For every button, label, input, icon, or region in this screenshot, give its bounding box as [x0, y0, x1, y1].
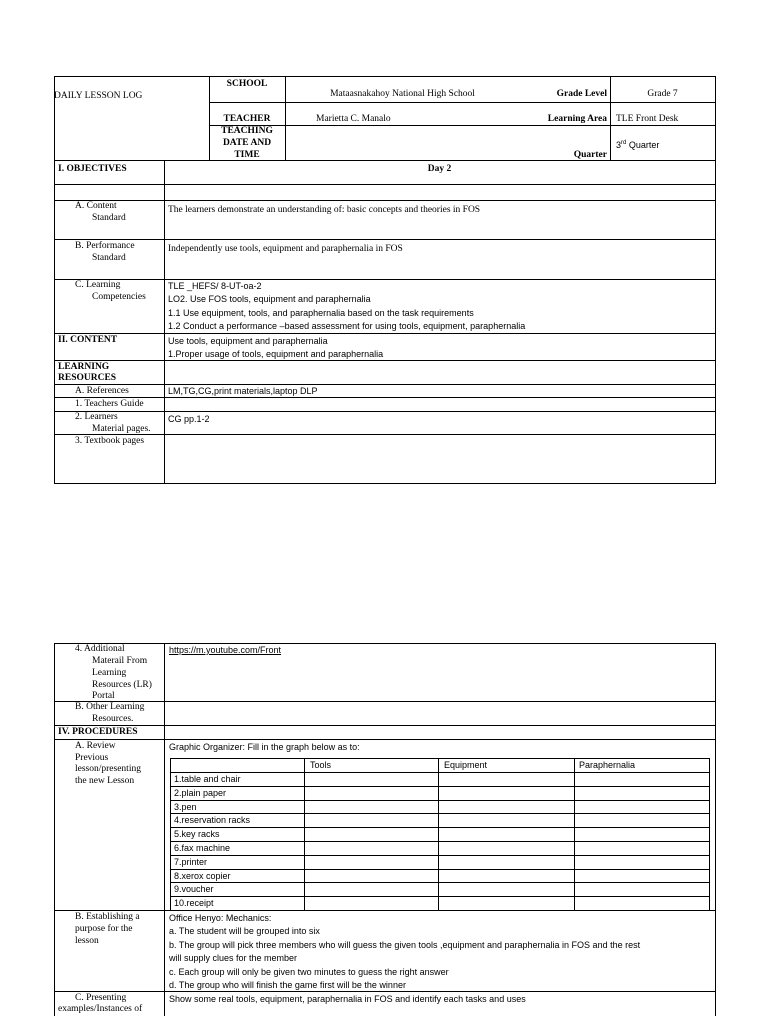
grade-label: Grade Level — [556, 89, 607, 99]
graphic-organizer-title: Graphic Organizer: Fill in the graph below as to: — [169, 742, 360, 752]
textbook-pages-label: 3. Textbook pages — [75, 436, 145, 446]
table-row: 3.pen — [174, 802, 197, 812]
performance-standard-value: Independently use tools, equipment and paraphernalia in FOS — [168, 244, 403, 254]
purpose-label-3: lesson — [75, 936, 99, 946]
column-header-paraphernalia: Paraphernalia — [579, 760, 636, 770]
other-resources-label-2: Resources. — [92, 714, 134, 724]
table-row: 2.plain paper — [174, 788, 227, 798]
procedures-heading: IV. PROCEDURES — [58, 727, 138, 737]
grade-value: Grade 7 — [647, 89, 678, 99]
purpose-line: Office Henyo: Mechanics: — [169, 913, 272, 923]
additional-material-label-3: Learning — [92, 668, 127, 678]
competency-line: 1.1 Use equipment, tools, and paraphernalia based on the task requirements — [168, 308, 474, 318]
table-row: 7.printer — [174, 857, 208, 867]
school-label: SCHOOL — [226, 79, 268, 89]
teachers-guide-label: 1. Teachers Guide — [75, 399, 144, 409]
competency-line: LO2. Use FOS tools, equipment and paraphernalia — [168, 294, 371, 304]
quarter-value: 3rd Quarter — [616, 140, 660, 150]
date-label-2: DATE AND — [222, 138, 272, 148]
school-value: Mataasnakahoy National High School — [330, 89, 475, 99]
purpose-line: c. Each group will only be given two minutes to guess the right answer — [169, 967, 449, 977]
performance-standard-label-1: B. Performance — [75, 241, 135, 251]
review-label-4: the new Lesson — [75, 776, 135, 786]
competency-line: 1.2 Conduct a performance –based assessment for using tools, equipment, paraphernalia — [168, 321, 526, 331]
objectives-heading: I. OBJECTIVES — [58, 164, 127, 174]
youtube-link[interactable]: https://m.youtube.com/Front — [169, 645, 282, 655]
learning-area-value: TLE Front Desk — [616, 114, 679, 124]
purpose-line: will supply clues for the member — [169, 953, 298, 963]
learning-area-label: Learning Area — [547, 114, 607, 124]
purpose-line: a. The student will be grouped into six — [169, 926, 320, 936]
review-label-2: Previous — [75, 753, 109, 763]
learning-competencies-label-1: C. Learning — [75, 280, 121, 290]
content-standard-value: The learners demonstrate an understanding of: basic concepts and theories in FOS — [168, 205, 481, 215]
teacher-value: Marietta C. Manalo — [316, 114, 391, 124]
learning-resources-heading-1: LEARNING — [58, 362, 110, 372]
purpose-label-1: B. Establishing a — [75, 912, 140, 922]
additional-material-label-4: Resources (LR) — [92, 680, 152, 690]
purpose-line: d. The group who will finish the game first will be the winner — [169, 980, 406, 990]
review-label-1: A. Review — [75, 741, 116, 751]
references-value: LM,TG,CG,print materials,laptop DLP — [168, 386, 318, 396]
date-label-3: TIME — [234, 150, 260, 160]
table-row: 4.reservation racks — [174, 815, 251, 825]
content-standard-label-1: A. Content — [75, 201, 117, 211]
purpose-line: b. The group will pick three members who will guess the given tools ,equipment and paraphernalia in FOS and the rest — [169, 940, 641, 950]
learners-material-label-1: 2. Learners — [75, 412, 118, 422]
references-label: A. References — [75, 386, 129, 396]
table-row: 5.key racks — [174, 829, 220, 839]
column-header-tools: Tools — [310, 760, 332, 770]
content-line: 1.Proper usage of tools, equipment and paraphernalia — [168, 349, 384, 359]
performance-standard-label-2: Standard — [92, 253, 126, 263]
additional-material-label-5: Portal — [92, 691, 115, 701]
content-line: Use tools, equipment and paraphernalia — [168, 336, 328, 346]
learning-resources-heading-2: RESOURCES — [58, 373, 117, 383]
content-heading: II. CONTENT — [58, 335, 118, 345]
quarter-label: Quarter — [573, 150, 607, 160]
review-label-3: lesson/presenting — [75, 764, 141, 774]
table-row: 10.receipt — [174, 898, 214, 908]
table-row: 8.xerox copier — [174, 871, 231, 881]
additional-material-label-1: 4. Additional — [75, 644, 125, 654]
date-label-1: TEACHING — [221, 126, 273, 136]
column-header-equipment: Equipment — [444, 760, 488, 770]
teacher-label: TEACHER — [223, 114, 271, 124]
day-heading: Day 2 — [427, 164, 452, 174]
content-standard-label-2: Standard — [92, 213, 126, 223]
dll-title: DAILY LESSON LOG — [54, 91, 143, 101]
table-row: 1.table and chair — [174, 774, 241, 784]
learners-material-value: CG pp.1-2 — [168, 414, 210, 424]
other-resources-label-1: B. Other Learning — [75, 702, 145, 712]
table-row: 6.fax machine — [174, 843, 231, 853]
presenting-value: Show some real tools, equipment, paraphernalia in FOS and identify each tasks and uses — [169, 994, 526, 1004]
presenting-label-2: examples/Instances of — [58, 1004, 143, 1014]
learners-material-label-2: Material pages. — [92, 424, 151, 434]
presenting-label-1: C. Presenting — [75, 993, 127, 1003]
learning-competencies-label-2: Competencies — [92, 292, 146, 302]
competency-line: TLE _HEFS/ 8-UT-oa-2 — [168, 281, 262, 291]
table-row: 9.voucher — [174, 884, 214, 894]
purpose-label-2: purpose for the — [75, 924, 133, 934]
additional-material-label-2: Materail From — [92, 656, 148, 666]
